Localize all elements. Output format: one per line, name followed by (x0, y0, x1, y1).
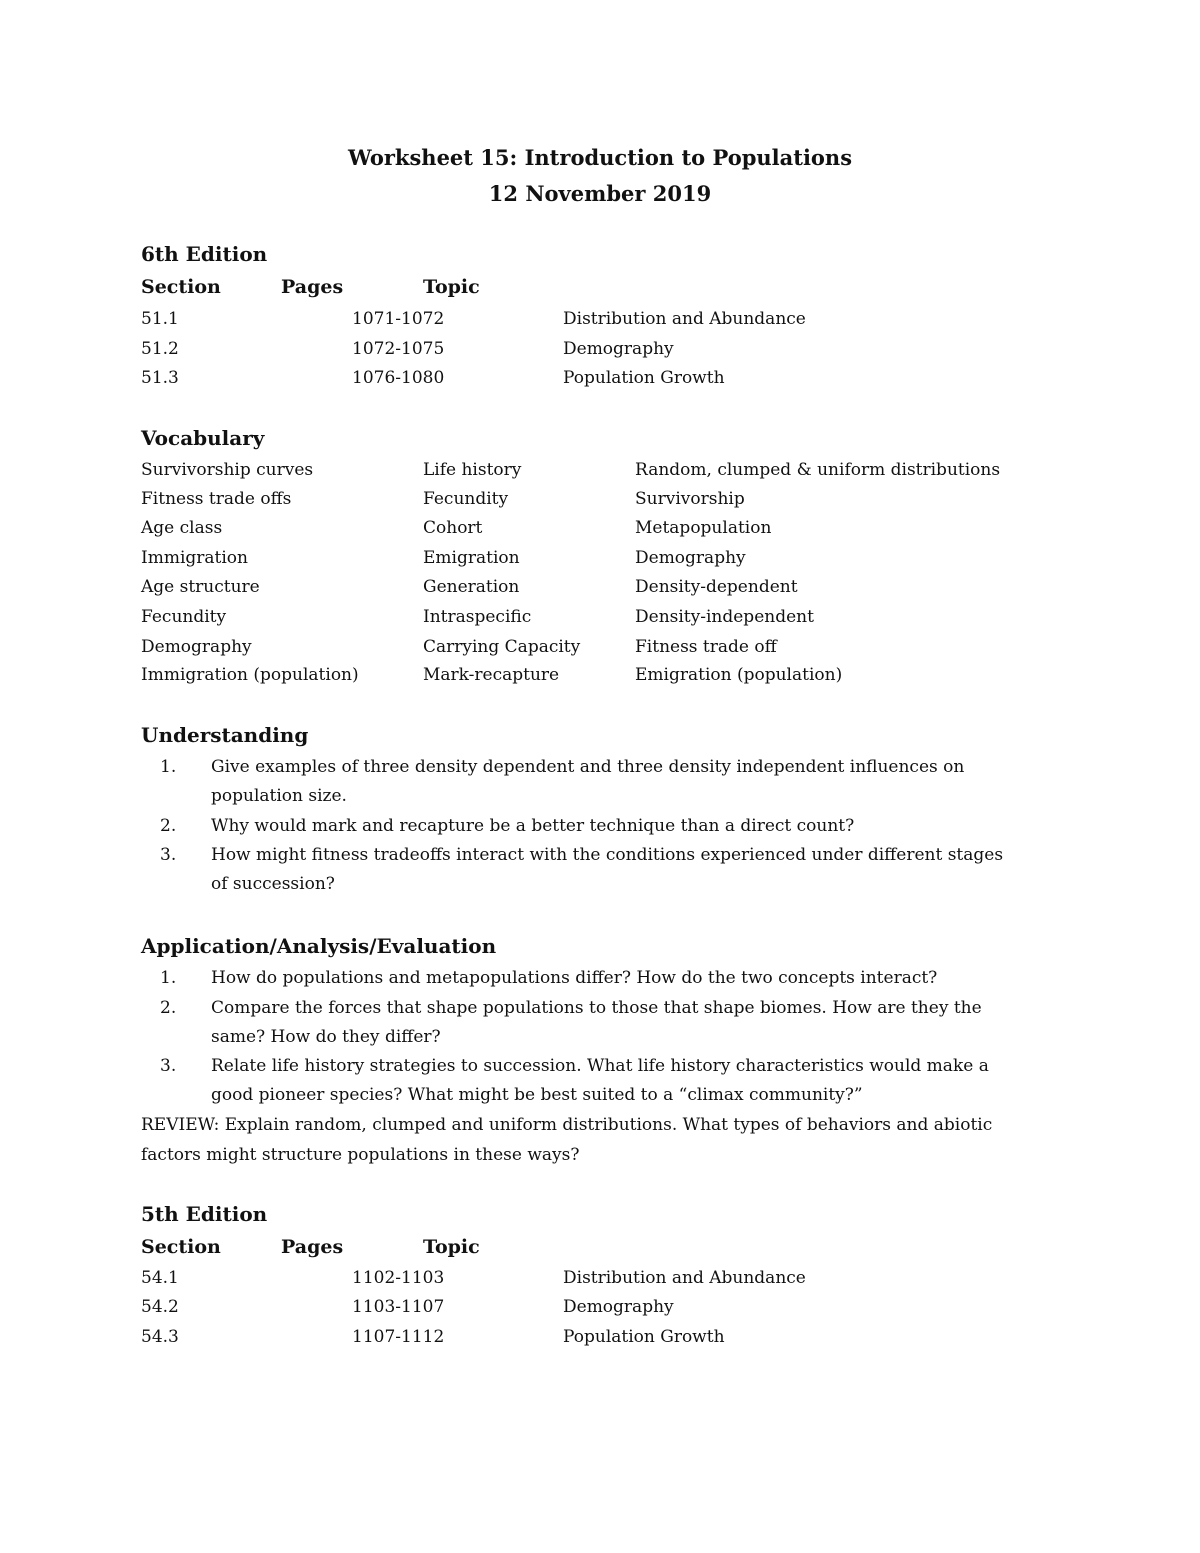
vocab-term: Density-independent (635, 607, 814, 627)
edition6-header-pages: Pages (281, 276, 344, 298)
edition5-header-pages: Pages (281, 1236, 344, 1258)
vocab-term: Random, clumped & uniform distributions (635, 460, 1001, 480)
question-line: How might fitness tradeoffs interact with the conditions experienced under different stages (211, 845, 1004, 865)
question-line: same? How do they differ? (211, 1027, 441, 1047)
question-line: good pioneer species? What might be best suited to a “climax community?” (211, 1085, 863, 1105)
edition5-row1-topic: Distribution and Abundance (563, 1268, 806, 1288)
vocab-term: Demography (635, 548, 746, 568)
question-line: Give examples of three density dependent and three density independent influences on (211, 757, 965, 777)
list-number: 2. (160, 998, 177, 1018)
edition6-row1-pages: 1071-1072 (352, 309, 445, 329)
question-line: Relate life history strategies to succession. What life history characteristics would make a (211, 1056, 989, 1076)
edition6-row1-section: 51.1 (141, 309, 179, 329)
application-heading: Application/Analysis/Evaluation (141, 934, 497, 958)
vocab-term: Emigration (423, 548, 520, 568)
page-title: Worksheet 15: Introduction to Populations (347, 145, 853, 170)
question-line: population size. (211, 786, 347, 806)
review-line: REVIEW: Explain random, clumped and uniform distributions. What types of behaviors and abiotic (141, 1115, 993, 1135)
vocab-term: Demography (141, 637, 252, 657)
list-number: 3. (160, 845, 177, 865)
question-line: How do populations and metapopulations differ? How do the two concepts interact? (211, 968, 938, 988)
question-line: Why would mark and recapture be a better technique than a direct count? (211, 816, 855, 836)
edition6-row2-pages: 1072-1075 (352, 339, 445, 359)
edition6-row2-section: 51.2 (141, 339, 179, 359)
vocab-term: Emigration (population) (635, 665, 843, 685)
list-number: 1. (160, 757, 177, 777)
edition6-heading: 6th Edition (141, 242, 268, 266)
edition5-header-section: Section (141, 1236, 221, 1258)
understanding-heading: Understanding (141, 723, 309, 747)
edition6-row3-pages: 1076-1080 (352, 368, 445, 388)
edition6-row1-topic: Distribution and Abundance (563, 309, 806, 329)
list-number: 1. (160, 968, 177, 988)
edition6-header-section: Section (141, 276, 221, 298)
vocab-term: Fecundity (423, 489, 509, 509)
vocab-term: Life history (423, 460, 522, 480)
vocab-term: Cohort (423, 518, 483, 538)
edition5-row2-pages: 1103-1107 (352, 1297, 445, 1317)
edition5-row2-section: 54.2 (141, 1297, 179, 1317)
vocab-term: Fecundity (141, 607, 227, 627)
question-line: Compare the forces that shape populations to those that shape biomes. How are they the (211, 998, 982, 1018)
vocab-term: Immigration (population) (141, 665, 359, 685)
vocab-term: Carrying Capacity (423, 637, 581, 657)
edition5-row1-pages: 1102-1103 (352, 1268, 445, 1288)
vocab-term: Generation (423, 577, 520, 597)
vocab-term: Immigration (141, 548, 248, 568)
edition5-row3-section: 54.3 (141, 1327, 179, 1347)
edition5-row3-pages: 1107-1112 (352, 1327, 445, 1347)
edition6-row3-section: 51.3 (141, 368, 179, 388)
vocab-term: Mark-recapture (423, 665, 560, 685)
vocab-term: Fitness trade offs (141, 489, 292, 509)
vocab-term: Age structure (141, 577, 260, 597)
edition6-header-topic: Topic (423, 276, 480, 298)
edition6-row3-topic: Population Growth (563, 368, 725, 388)
review-line: factors might structure populations in these ways? (141, 1145, 580, 1165)
list-number: 2. (160, 816, 177, 836)
edition5-row2-topic: Demography (563, 1297, 674, 1317)
vocab-term: Survivorship curves (141, 460, 314, 480)
vocab-term: Age class (141, 518, 223, 538)
vocab-term: Survivorship (635, 489, 745, 509)
vocab-term: Density-dependent (635, 577, 798, 597)
vocab-term: Intraspecific (423, 607, 532, 627)
edition5-heading: 5th Edition (141, 1202, 268, 1226)
vocab-term: Fitness trade off (635, 637, 777, 657)
edition5-row1-section: 54.1 (141, 1268, 179, 1288)
edition6-row2-topic: Demography (563, 339, 674, 359)
edition5-row3-topic: Population Growth (563, 1327, 725, 1347)
list-number: 3. (160, 1056, 177, 1076)
vocab-term: Metapopulation (635, 518, 772, 538)
page-date: 12 November 2019 (488, 181, 712, 206)
vocabulary-heading: Vocabulary (141, 426, 265, 450)
question-line: of succession? (211, 874, 335, 894)
edition5-header-topic: Topic (423, 1236, 480, 1258)
